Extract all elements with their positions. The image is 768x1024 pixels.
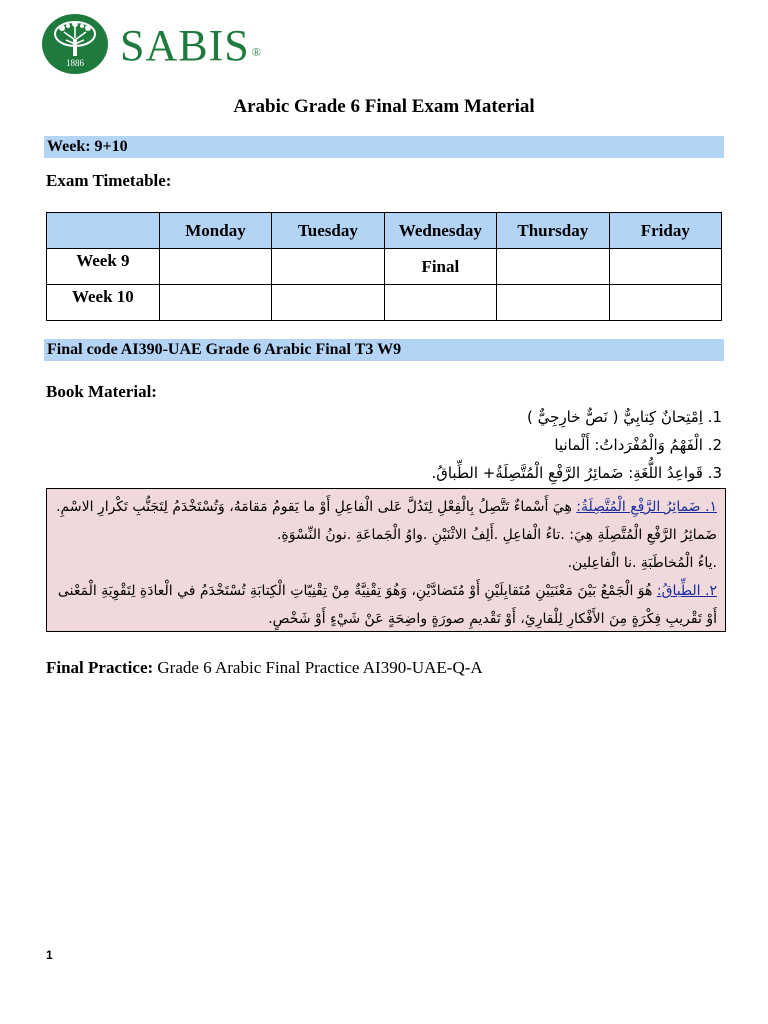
header-cell-tuesday: Tuesday: [272, 213, 384, 249]
week-bar: Week: 9+10: [44, 136, 724, 158]
attached-pronouns-term: ١. ضَمائِرُ الرَّفْعِ الْمُتَّصِلَةُ:: [576, 499, 717, 515]
logo-year: 1886: [66, 58, 84, 68]
page-number: 1: [46, 948, 53, 962]
header-cell-wednesday: Wednesday: [384, 213, 497, 249]
table-cell: [159, 285, 271, 321]
timetable-header-row: [47, 213, 722, 249]
exam-timetable: [46, 212, 722, 321]
registered-mark: ®: [251, 45, 262, 59]
table-row: [47, 249, 722, 285]
attached-pronouns-definition: هِيَ أَسْماءٌ تَتَّصِلُ بِالْفِعْلِ لِتَدُلَّ عَلى الْفاعِلِ أَوْ ما يَقومُ مَقامَهُ، وَتُسْتَخْدَمُ لِتَجَنُّبِ تَكْرارِ الاسْمِ.: [56, 499, 577, 515]
header-cell-blank: [47, 213, 160, 249]
final-practice-text: Grade 6 Arabic Final Practice AI390-UAE-Q-A: [153, 658, 483, 677]
logo-wordmark: [120, 20, 262, 72]
final-practice: [46, 658, 483, 678]
table-cell: [497, 249, 609, 285]
header-cell-thursday: Thursday: [497, 213, 609, 249]
table-cell: [609, 249, 721, 285]
table-row: [47, 285, 722, 321]
notes-line-4: [55, 577, 717, 605]
page-title: Arabic Grade 6 Final Exam Material: [233, 96, 535, 117]
logo-brand: SABIS: [120, 21, 250, 70]
book-item-1: 1. اِمْتِحانٌ كِتابِيٌّ ( نَصٌّ خارِجِيٌّ ): [527, 408, 722, 426]
final-practice-label: Final Practice:: [46, 658, 154, 677]
row-label-week-10: Week 10: [47, 285, 160, 321]
table-cell: [272, 249, 384, 285]
exam-timetable-label: Exam Timetable:: [46, 171, 172, 190]
grammar-notes-box: [46, 488, 726, 632]
table-cell: [497, 285, 609, 321]
table-cell: Final: [384, 249, 497, 285]
notes-line-2: ضَمائِرُ الرَّفْعِ الْمُتَّصِلَةِ هِيَ: .تاءُ الْفاعِلِ .أَلِفُ الاثْنَيْنِ .واوُ الْجَماعَةِ .نونُ النِّسْوَةِ.: [276, 527, 717, 543]
antithesis-term: ٢. الطِّباقُ:: [656, 583, 717, 599]
table-cell: [159, 249, 271, 285]
sabis-logo: [42, 14, 282, 76]
book-item-2: 2. الْفَهْمُ وَالْمُفْرَداتُ: أَلْمانيا: [554, 436, 722, 454]
header-cell-friday: Friday: [609, 213, 721, 249]
book-item-3: 3. قَواعِدُ اللُّغَةِ: ضَمائِرُ الرَّفْعِ الْمُتَّصِلَةُ+ الطِّباقُ.: [431, 464, 722, 482]
final-code-bar: Final code AI390-UAE Grade 6 Arabic Final T3 W9: [44, 339, 724, 361]
row-label-week-9: Week 9: [47, 249, 160, 285]
notes-line-1: [55, 493, 717, 521]
header-cell-monday: Monday: [159, 213, 271, 249]
book-material-label: Book Material:: [46, 382, 157, 401]
table-cell: [272, 285, 384, 321]
antithesis-definition: هُوَ الْجَمْعُ بَيْنَ مَعْنَيَيْنِ مُتَقابِلَيْنِ أَوْ مُتَضادَّيْنِ، وَهُوَ تِقْنِيَّةٌ مِنْ تِقْنِيّاتِ الْكِتابَةِ تُسْتَخْدَمُ في الْعادَةِ لِتَقْوِيَةِ الْمَعْنى: [57, 583, 657, 599]
tree-icon: [42, 14, 108, 74]
notes-line-3: .ياءُ الْمُخاطَبَةِ .نا الْفاعِلين.: [567, 555, 717, 571]
table-cell: [609, 285, 721, 321]
notes-line-5: أَوْ تَقْريبِ فِكْرَةٍ مِنَ الأَفْكارِ لِلْقارِئِ، أَوْ تَقْديمِ صورَةٍ واضِحَةٍ عَنْ شَيْءٍ أَوْ شَخْصٍ.: [268, 611, 717, 627]
table-cell: [384, 285, 497, 321]
